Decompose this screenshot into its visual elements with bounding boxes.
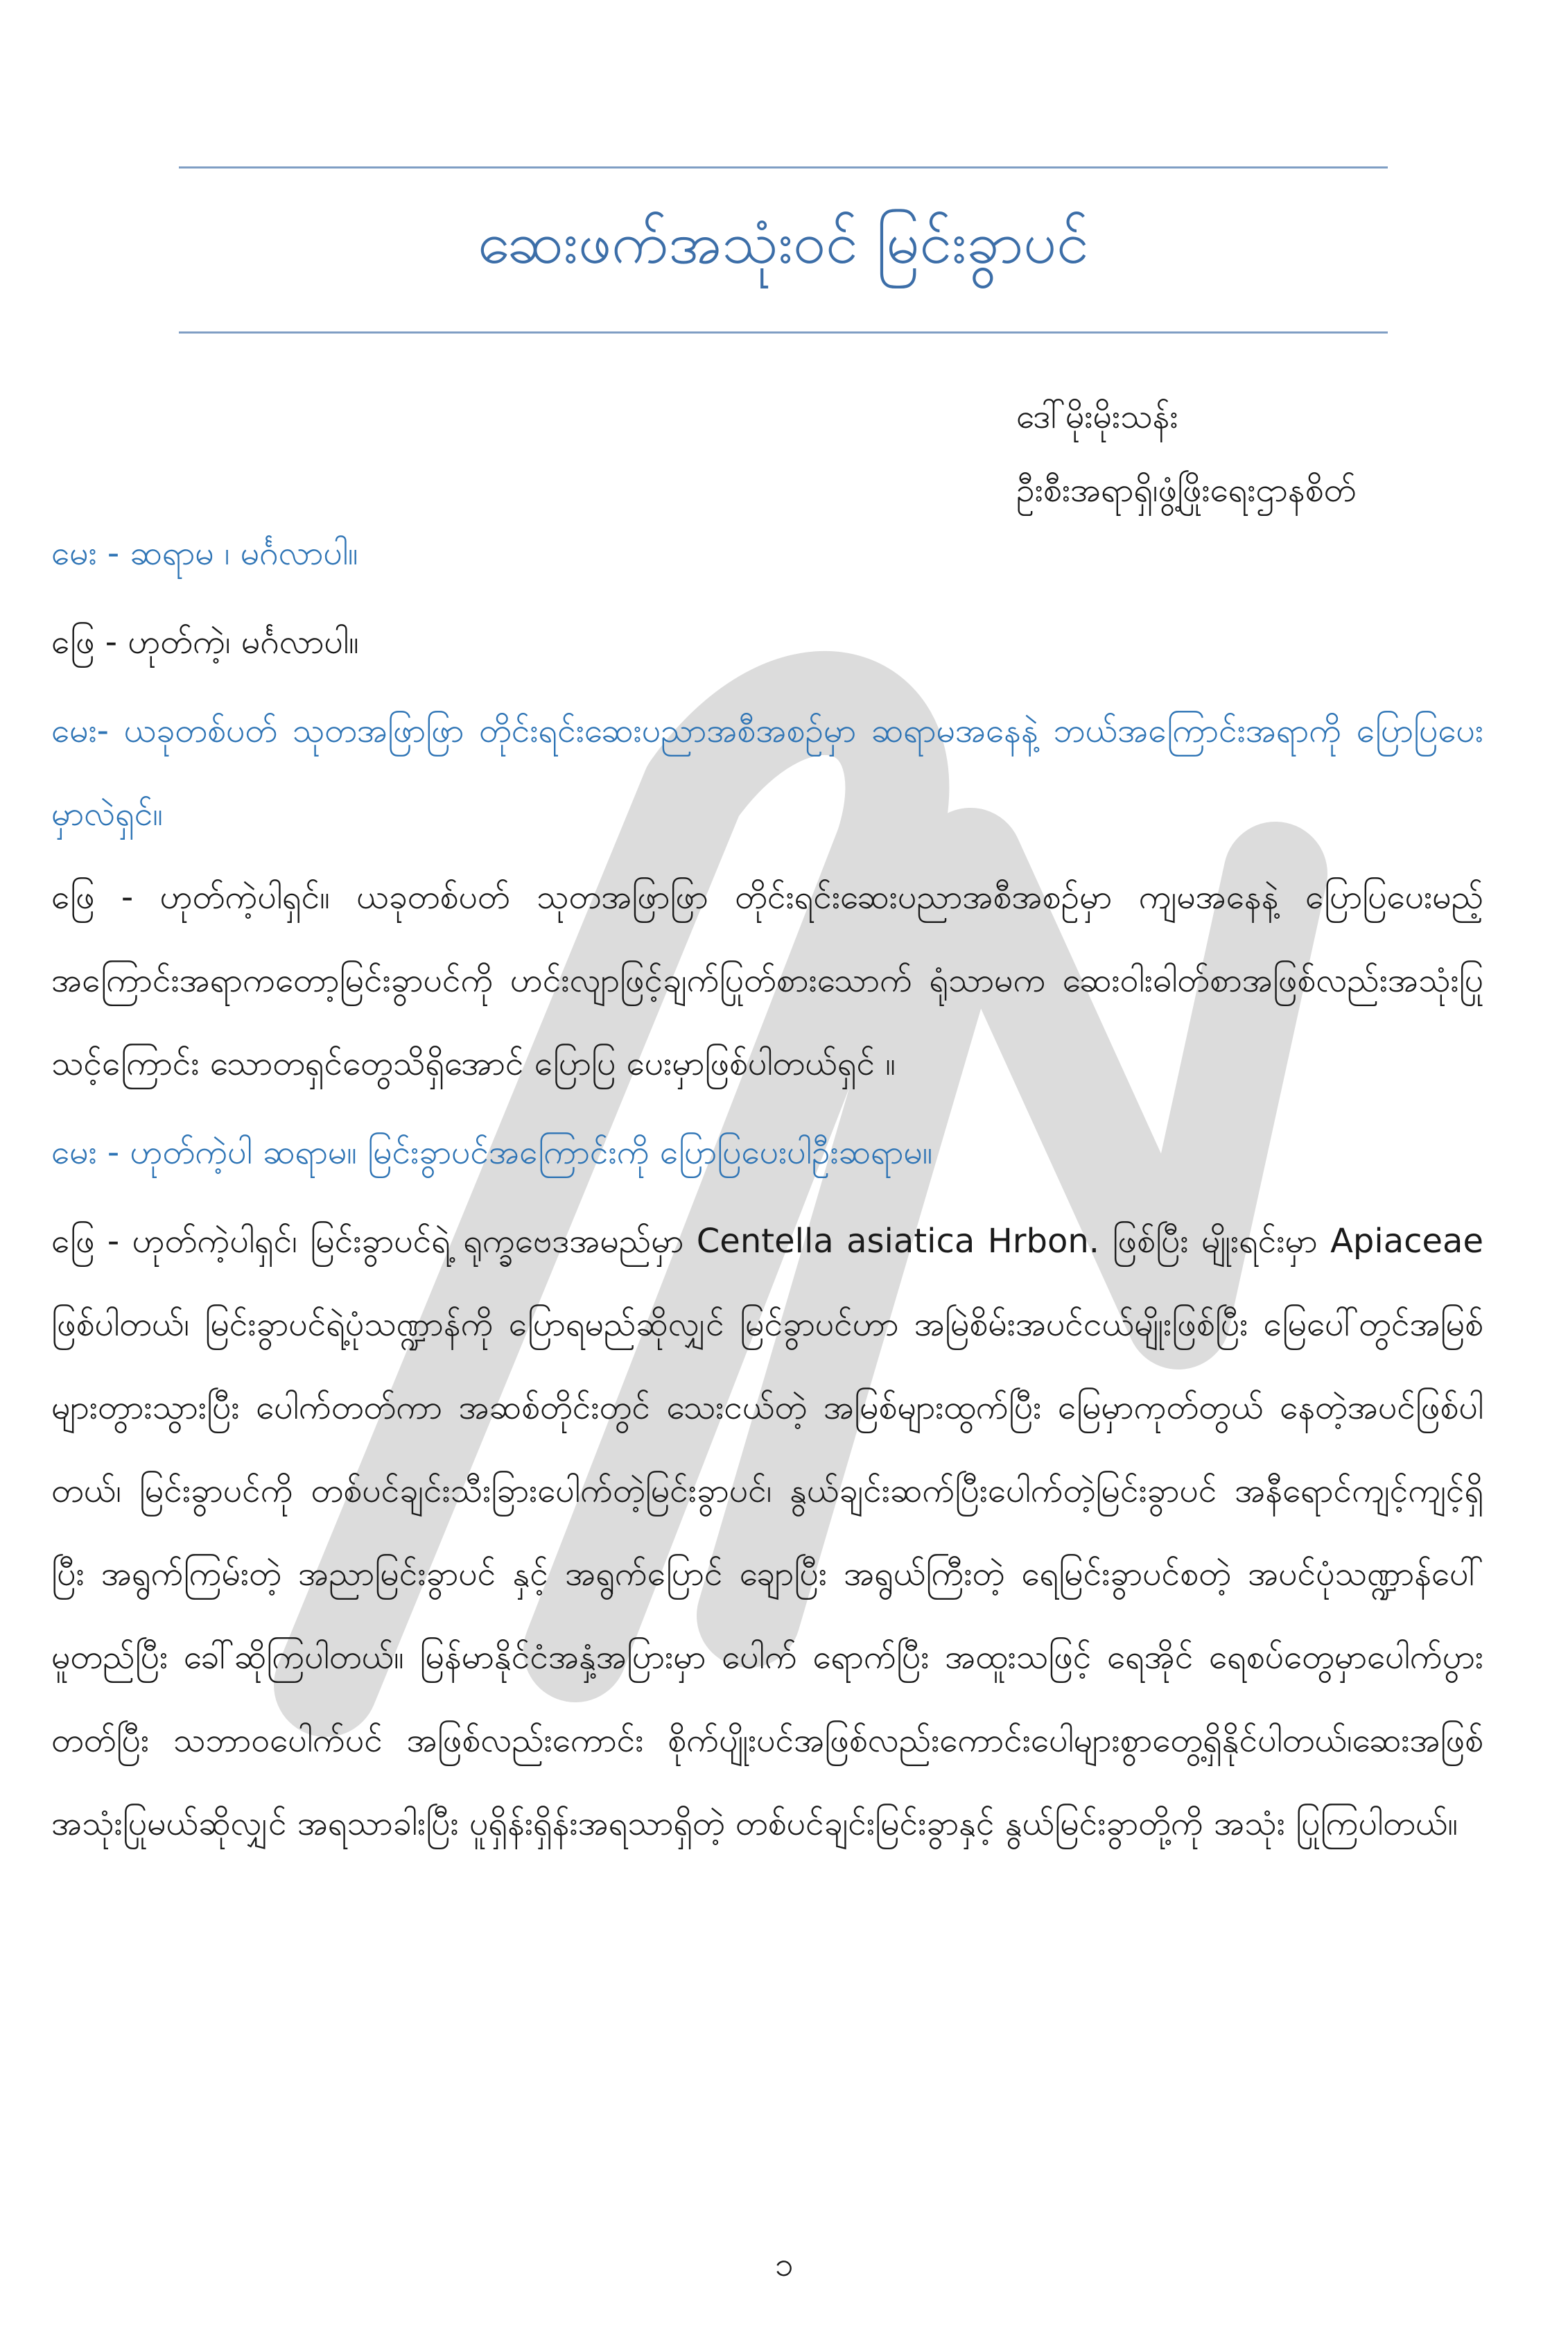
author-position: ဦးစီးအရာရှိ၊ဖွံ့ဖြိုးရေးဌာနစိတ် — [1016, 471, 1357, 510]
document-title: ဆေးဖက်အသုံးဝင် မြင်းခွာပင် — [478, 209, 1089, 277]
answer-topic: ဖြေ - ဟုတ်ကဲ့ပါရှင်။ ယခုတစ်ပတ် သုတအဖြာဖြာ တိုင်းရင်းဆေးပညာအစီအစဉ်မှာ ကျမအနေနဲ့ ပြောပြပေးမည့် အကြောင်းအရာကတော့မြင်းခွာပင်ကို ဟင်းလျာဖြင့်ချက်ပြုတ်စားသောက် ရုံသာမက ဆေးဝါးဓါတ်စာအဖြစ်လည်းအသုံးပြုသင့်ကြောင်း သောတရှင်တွေသိရှိအောင် ပြောပြ ပေးမှာဖြစ်ပါတယ်ရှင် ။ — [51, 878, 1483, 1083]
title-bottom-rule — [179, 331, 1388, 334]
author-block — [1016, 380, 1356, 527]
interview-body — [51, 512, 1483, 1865]
answer-greeting: ဖြေ - ဟုတ်ကဲ့၊ မင်္ဂလာပါ။ — [51, 623, 359, 662]
question-greeting: မေး - ဆရာမ ၊ မင်္ဂလာပါ။ — [51, 534, 358, 573]
page-number: ၁ — [774, 2245, 794, 2284]
title-top-rule — [179, 166, 1388, 168]
author-name: ဒေါ်မိုးမိုးသန်း — [1016, 397, 1178, 436]
answer-about-plant: ဖြေ - ဟုတ်ကဲ့ပါရှင်၊ မြင်းခွာပင်ရဲ့ ရုက္ခဗေဒအမည်မှာ Centella asiatica Hrbon. ဖြစ်ပြီး မျိုးရင်းမှာ Apiaceae ဖြစ်ပါတယ်၊ မြင်းခွာပင်ရဲ့ပုံသဏ္ဍာန်ကို ပြောရမည်ဆိုလျှင် မြင်ခွာပင်ဟာ အမြဲစိမ်းအပင်ငယ်မျိုးဖြစ်ပြီး မြေပေါ်တွင်အမြစ်များတွားသွားပြီး ပေါက်တတ်ကာ အဆစ်တိုင်းတွင် သေးငယ်တဲ့ အမြစ်များထွက်ပြီး မြေမှာကုတ်တွယ် နေတဲ့အပင်ဖြစ်ပါတယ်၊ မြင်းခွာပင်ကို တစ်ပင်ချင်းသီးခြားပေါက်တဲ့မြင်းခွာပင်၊ နွယ်ချင်းဆက်ပြီးပေါက်တဲ့မြင်းခွာပင် အနီရောင်ကျင့်ကျင့်ရှိပြီး အရွက်ကြမ်းတဲ့ အညာမြင်းခွာပင် နှင့် အရွက်ပြောင် ချောပြီး အရွယ်ကြီးတဲ့ ရေမြင်းခွာပင်စတဲ့ အပင်ပုံသဏ္ဍာန်ပေါ်မူတည်ပြီး ခေါ်ဆိုကြပါတယ်။ မြန်မာနိုင်ငံအနှံ့အပြားမှာ ပေါက် ရောက်ပြီး အထူးသဖြင့် ရေအိုင် ရေစပ်တွေမှာပေါက်ပွားတတ်ပြီး သဘာဝပေါက်ပင် အဖြစ်လည်းကောင်း စိုက်ပျိုးပင်အဖြစ်လည်းကောင်းပေါများစွာတွေ့ရှိနိုင်ပါတယ်၊ဆေးအဖြစ်အသုံးပြုမယ်ဆိုလျှင် အရသာခါးပြီး ပူရှိန်းရှိန်းအရသာရှိတဲ့ တစ်ပင်ချင်းမြင်းခွာနှင့် နွယ်မြင်းခွာတို့ကို အသုံး ပြုကြပါတယ်။ — [51, 1222, 1483, 1843]
question-about-plant: မေး - ဟုတ်ကဲ့ပါ ဆရာမ။ မြင်းခွာပင်အကြောင်းကို ပြောပြပေးပါဦးဆရာမ။ — [51, 1133, 933, 1172]
question-topic: မေး- ယခုတစ်ပတ် သုတအဖြာဖြာ တိုင်းရင်းဆေးပညာအစီအစဉ်မှာ ဆရာမအနေနဲ့ ဘယ်အကြောင်းအရာကို ပြောပြပေးမှာလဲရှင်။ — [51, 711, 1483, 833]
